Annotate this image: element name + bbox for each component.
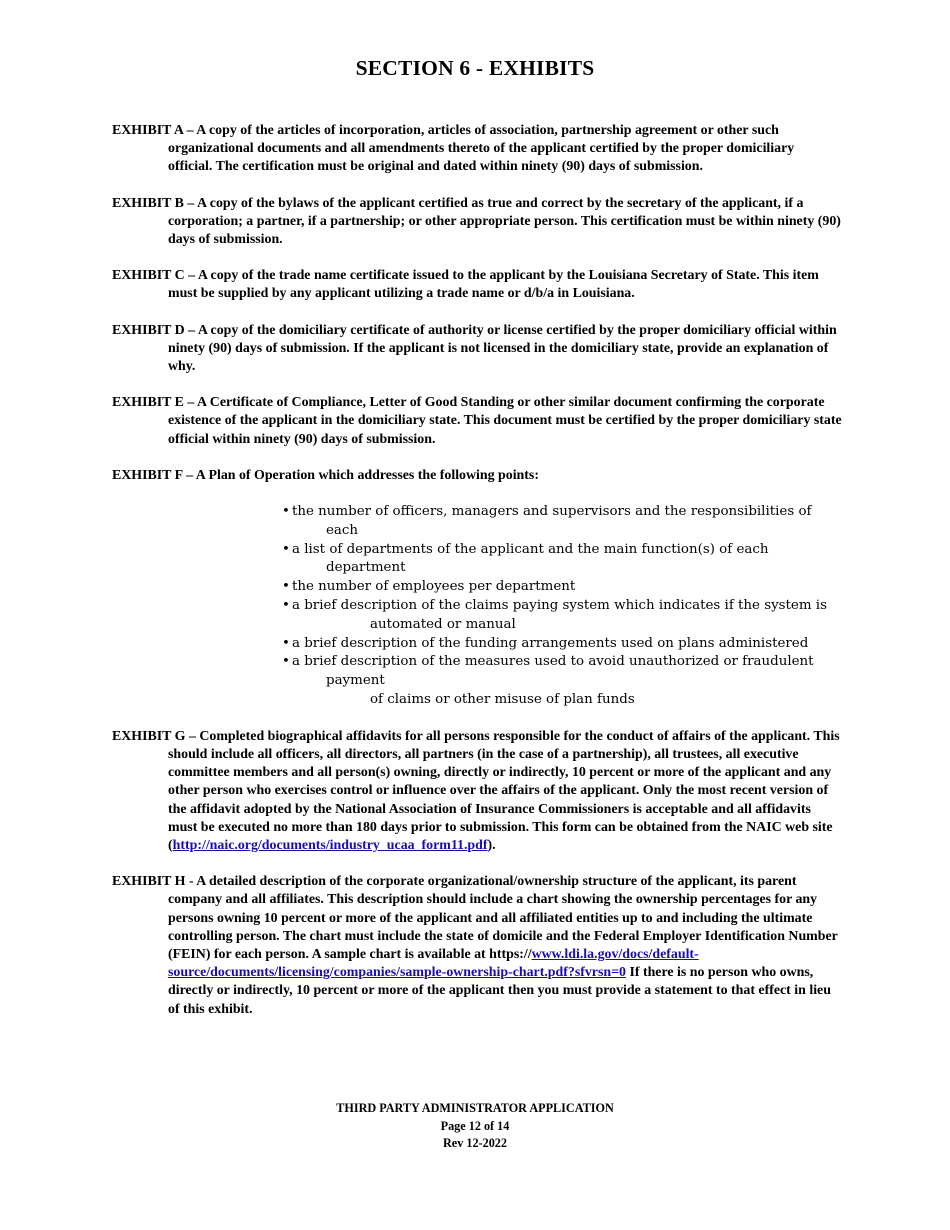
bullet-item: • a brief description of the measures used to avoid unauthorized or fraudulent payment of claims or other misuse of plan funds — [282, 654, 814, 708]
bullet-icon: • — [282, 541, 290, 557]
exhibit-h: EXHIBIT H - A detailed description of the corporate organizational/ownership structure of the applicant, its parent company and all affiliates. This description should include a chart showing the ownership percentages for any persons owning 10 percent or more of the applicant and all affiliated entities up to and including the ultimate controlling person. The chart must include the state of domicile and the Federal Employer Identification Number (FEIN) for each person. A sample chart is available at https://www.ldi.la.gov/docs/default-source/documents/licensing/companies/sample-ownership-chart.pdf?sfvrsn=0 If there is no person who owns, directly or indirectly, 10 percent or more of the applicant then you must provide a statement to that effect in lieu of this exhibit. — [112, 874, 838, 1017]
bullet-item: • the number of officers, managers and supervisors and the responsibilities of each — [282, 504, 812, 538]
footer-revision: Rev 12-2022 — [443, 1136, 507, 1150]
exhibit-d: EXHIBIT D – A copy of the domiciliary certificate of authority or license certified by the proper domiciliary official within ninety (90) days of submission. If the applicant is not licensed in the domiciliary state, provide an explanation of why. — [112, 322, 837, 375]
page-footer — [0, 1100, 950, 1153]
plan-of-operation-list — [168, 503, 842, 710]
bullet-icon: • — [282, 598, 290, 614]
sample-chart-link[interactable]: www.ldi.la.gov/docs/default-source/documents/licensing/companies/sample-ownership-chart.pdf?sfvrsn=0 — [168, 947, 699, 981]
exhibit-f-text: EXHIBIT F – A Plan of Operation which addresses the following points: — [112, 467, 539, 483]
exhibit-list — [112, 122, 842, 1019]
naic-form-link[interactable]: http://naic.org/documents/industry_ucaa_form11.pdf — [172, 838, 488, 854]
exhibit-a: EXHIBIT A – A copy of the articles of incorporation, articles of association, partnership agreement or other such organizational documents and all amendments thereto of the applicant certified by the proper domiciliary official. The certification must be original and dated within ninety (90) days of submission. — [112, 123, 795, 175]
page-title: SECTION 6 - EXHIBITS — [355, 56, 595, 80]
footer-form-name: THIRD PARTY ADMINISTRATOR APPLICATION — [336, 1101, 614, 1115]
bullet-item: • the number of employees per department — [282, 578, 842, 597]
bullet-item: • a list of departments of the applicant and the main function(s) of each department — [282, 541, 769, 576]
bullet-icon: • — [282, 504, 290, 520]
bullet-item: • a brief description of the funding arrangements used on plans administered — [282, 635, 842, 654]
exhibit-b: EXHIBIT B – A copy of the bylaws of the applicant certified as true and correct by the secretary of the applicant, if a corporation; a partner, if a partnership; or other appropriate person. This certification must be within ninety (90) days of submission. — [112, 195, 841, 248]
bullet-icon: • — [282, 579, 290, 595]
exhibit-g: EXHIBIT G – Completed biographical affidavits for all persons responsible for the conduct of affairs of the applicant. This should include all officers, all directors, all partners (in the case of a partnership), all trustees, all executive committee members and all person(s) owning, directly or indirectly, 10 percent or more of the applicant and any other person who exercises control or influence over the affairs of the applicant. Only the most recent version of the affidavit adopted by the National Association of Insurance Commissioners is acceptable and all affidavits must be executed no more than 180 days prior to submission. This form can be obtained from the NAIC web site (http://naic.org/documents/industry_ucaa_form11.pdf). — [112, 728, 840, 854]
bullet-item: • a brief description of the claims paying system which indicates if the system is automated or manual — [282, 598, 827, 632]
bullet-icon: • — [282, 654, 290, 670]
footer-page-number: Page 12 of 14 — [440, 1118, 510, 1133]
exhibit-c: EXHIBIT C – A copy of the trade name certificate issued to the applicant by the Louisiana Secretary of State. This item must be supplied by any applicant utilizing a trade name or d/b/a in Louisiana. — [112, 268, 819, 302]
exhibit-e: EXHIBIT E – A Certificate of Compliance, Letter of Good Standing or other similar document confirming the corporate existence of the applicant in the domiciliary state. This document must be certified by the proper domiciliary state official within ninety (90) days of submission. — [112, 395, 842, 447]
bullet-icon: • — [282, 635, 290, 651]
exhibit-f — [112, 467, 842, 710]
